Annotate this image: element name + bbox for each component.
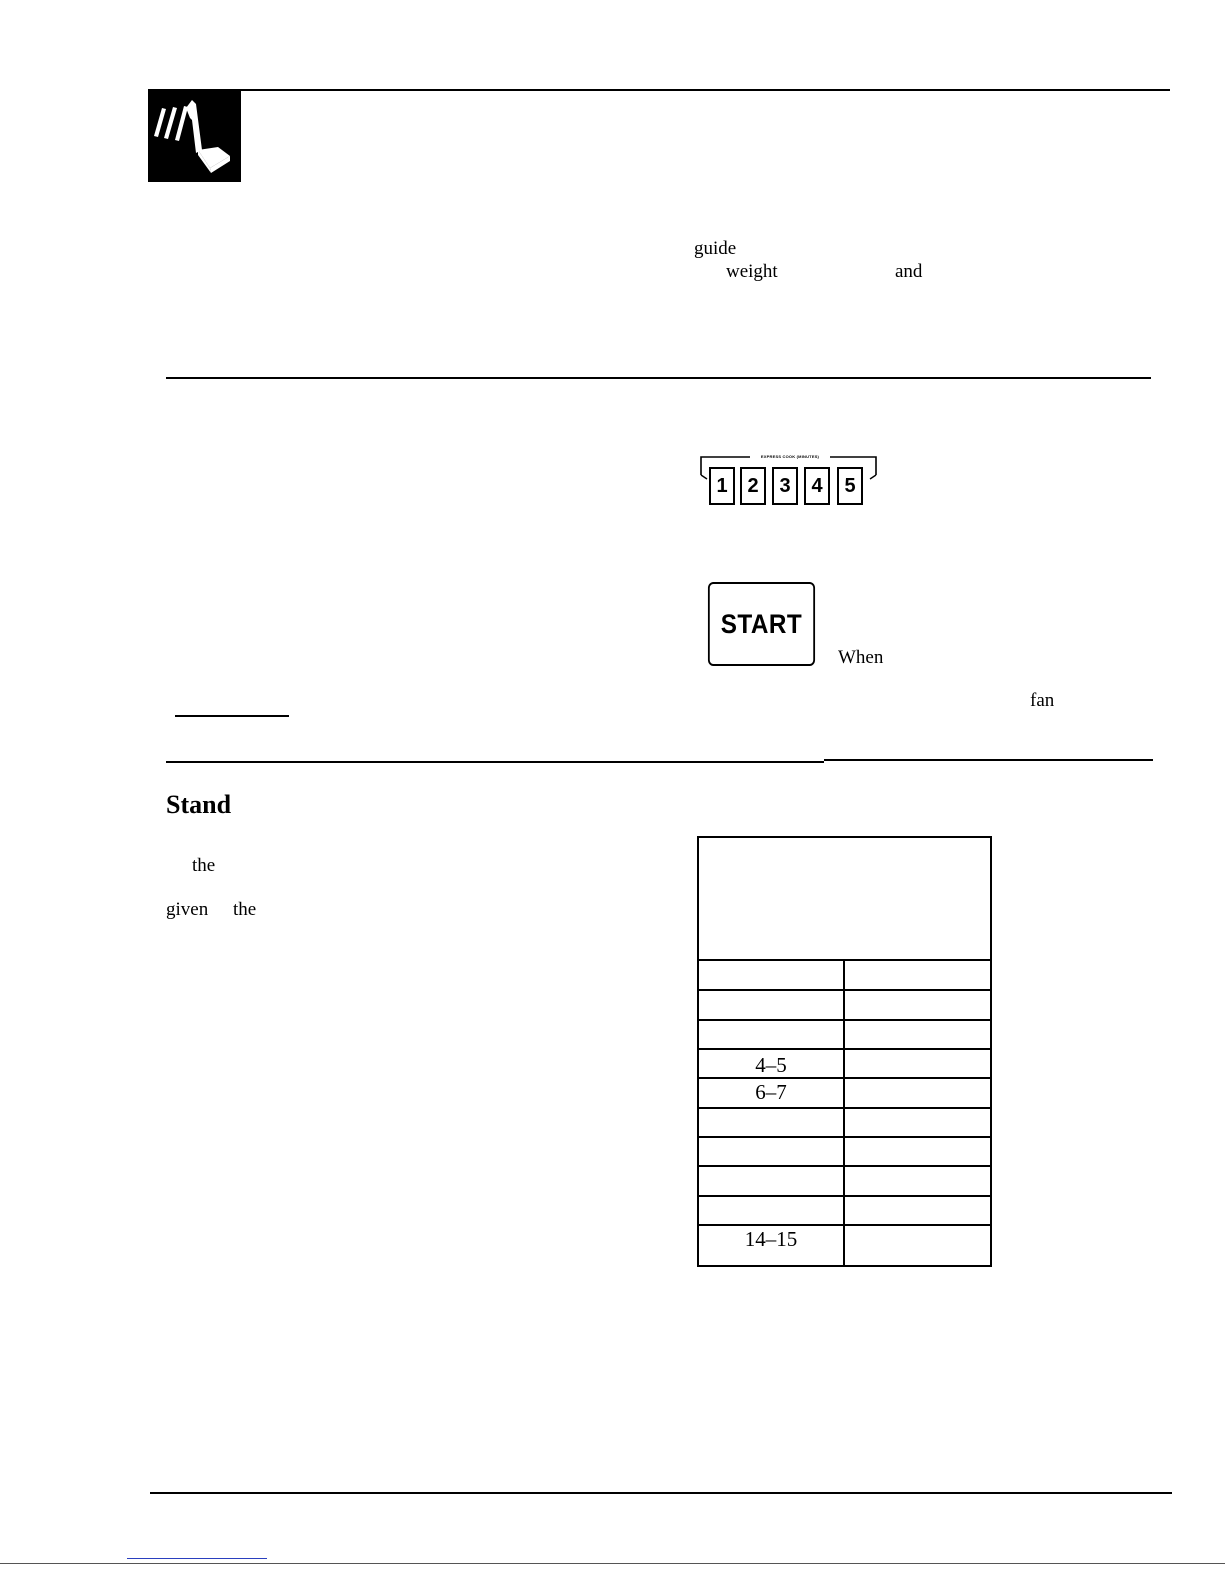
- express-cook-key-3[interactable]: 3: [772, 467, 798, 505]
- start-button[interactable]: START: [708, 582, 815, 666]
- stand-word-the: the: [192, 855, 216, 876]
- section-rule-left: [166, 761, 824, 763]
- table-cell: 4–5: [755, 1053, 787, 1077]
- footer-rule: [150, 1492, 1172, 1494]
- table-row: [699, 959, 990, 989]
- table-row: [699, 1195, 990, 1224]
- intro-word-and: and: [895, 261, 923, 282]
- underline-mark: [175, 715, 289, 717]
- table-row: [699, 1107, 990, 1136]
- section-rule-right: [824, 759, 1153, 761]
- start-word-fan: fan: [1030, 690, 1055, 711]
- hand-pressing-button-icon: [148, 90, 241, 182]
- express-cook-key-2[interactable]: 2: [740, 467, 766, 505]
- link-underline: [127, 1558, 267, 1559]
- page-bottom-rule: [0, 1563, 1225, 1564]
- table-cell: 6–7: [755, 1080, 787, 1104]
- table-row: [699, 1224, 990, 1265]
- express-cook-caption: EXPRESS COOK (MINUTES): [750, 453, 830, 461]
- table-row: [699, 1136, 990, 1165]
- table-row: [699, 989, 990, 1019]
- start-word-when: When: [838, 647, 884, 668]
- express-cook-key-5[interactable]: 5: [837, 467, 863, 505]
- table-cell: 14–15: [744, 1227, 798, 1251]
- stand-word-the-2: the: [233, 899, 257, 920]
- header-rule-top: [148, 89, 1170, 91]
- express-cook-keypad: [697, 453, 880, 513]
- express-cook-key-4[interactable]: 4: [804, 467, 830, 505]
- table-row: [699, 1019, 990, 1048]
- stand-word-given: given: [166, 899, 209, 920]
- stand-time-table: [697, 836, 992, 1267]
- stand-heading: Stand: [166, 790, 232, 819]
- table-row: [699, 1165, 990, 1195]
- section-rule: [166, 377, 1151, 379]
- intro-word-guide: guide: [694, 238, 737, 259]
- table-row: [699, 1077, 990, 1107]
- express-cook-key-1[interactable]: 1: [709, 467, 735, 505]
- intro-word-weight: weight: [726, 261, 778, 282]
- table-row: [699, 1048, 990, 1077]
